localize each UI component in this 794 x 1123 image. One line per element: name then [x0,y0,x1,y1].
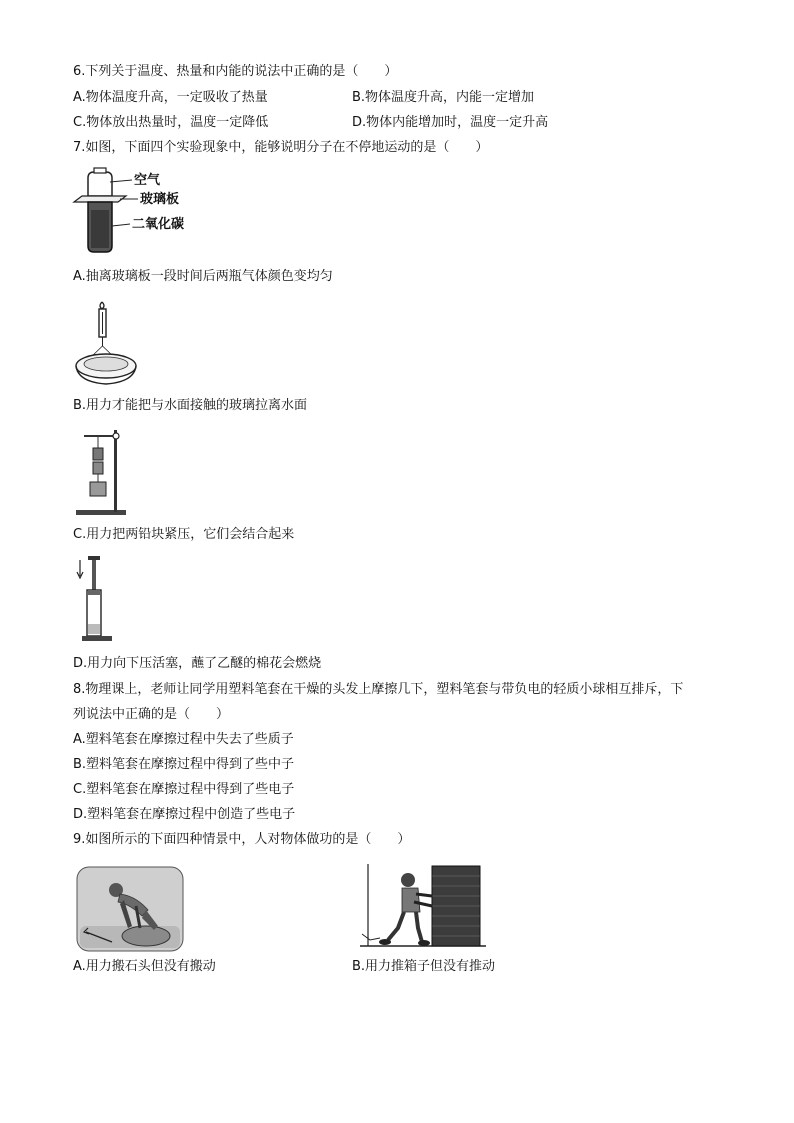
q7-option-d: D.用力向下压活塞，蘸了乙醚的棉花会燃烧 [73,656,322,671]
q7-option-a: A.抽离玻璃板一段时间后两瓶气体颜色变均匀 [73,269,333,284]
pushing-box-figure [358,862,488,952]
q7-option-c: C.用力把两铅块紧压，它们会结合起来 [73,527,295,542]
q8-stem-line1: 8.物理课上，老师让同学用塑料笔套在干燥的头发上摩擦几下，塑料笔套与带负电的轻质小球相互排斥，下 [73,682,684,697]
piston-cylinder-figure [76,554,116,646]
q8-option-d: D.塑料笔套在摩擦过程中创造了些电子 [73,807,296,822]
q6-option-a: A.物体温度升高，一定吸收了热量 [73,90,268,105]
label-air: 空气 [134,173,161,188]
q8-stem-line2: 列说法中正确的是（ ） [73,707,230,722]
q7-stem: 7.如图，下面四个实验现象中，能够说明分子在不停地运动的是（ ） [73,140,489,155]
q8-option-a: A.塑料笔套在摩擦过程中失去了些质子 [73,732,294,747]
q6-option-b: B.物体温度升高，内能一定增加 [352,90,535,105]
label-carbon-dioxide: 二氧化碳 [132,217,185,232]
lifting-stone-figure [76,866,184,952]
q6-option-d: D.物体内能增加时，温度一定升高 [352,115,549,130]
q9-option-a: A.用力搬石头但没有搬动 [73,959,216,974]
q8-option-b: B.塑料笔套在摩擦过程中得到了些中子 [73,757,295,772]
q9-stem: 9.如图所示的下面四种情景中，人对物体做功的是（ ） [73,832,411,847]
q6-stem: 6.下列关于温度、热量和内能的说法中正确的是（ ） [73,64,398,79]
q7-option-b: B.用力才能把与水面接触的玻璃拉离水面 [73,398,308,413]
spring-scale-water-figure [74,300,138,388]
q9-option-b: B.用力推箱子但没有推动 [352,959,496,974]
q8-option-c: C.塑料笔套在摩擦过程中得到了些电子 [73,782,295,797]
label-glass-plate: 玻璃板 [140,192,180,207]
q6-option-c: C.物体放出热量时，温度一定降低 [73,115,269,130]
lead-blocks-figure [74,426,130,518]
